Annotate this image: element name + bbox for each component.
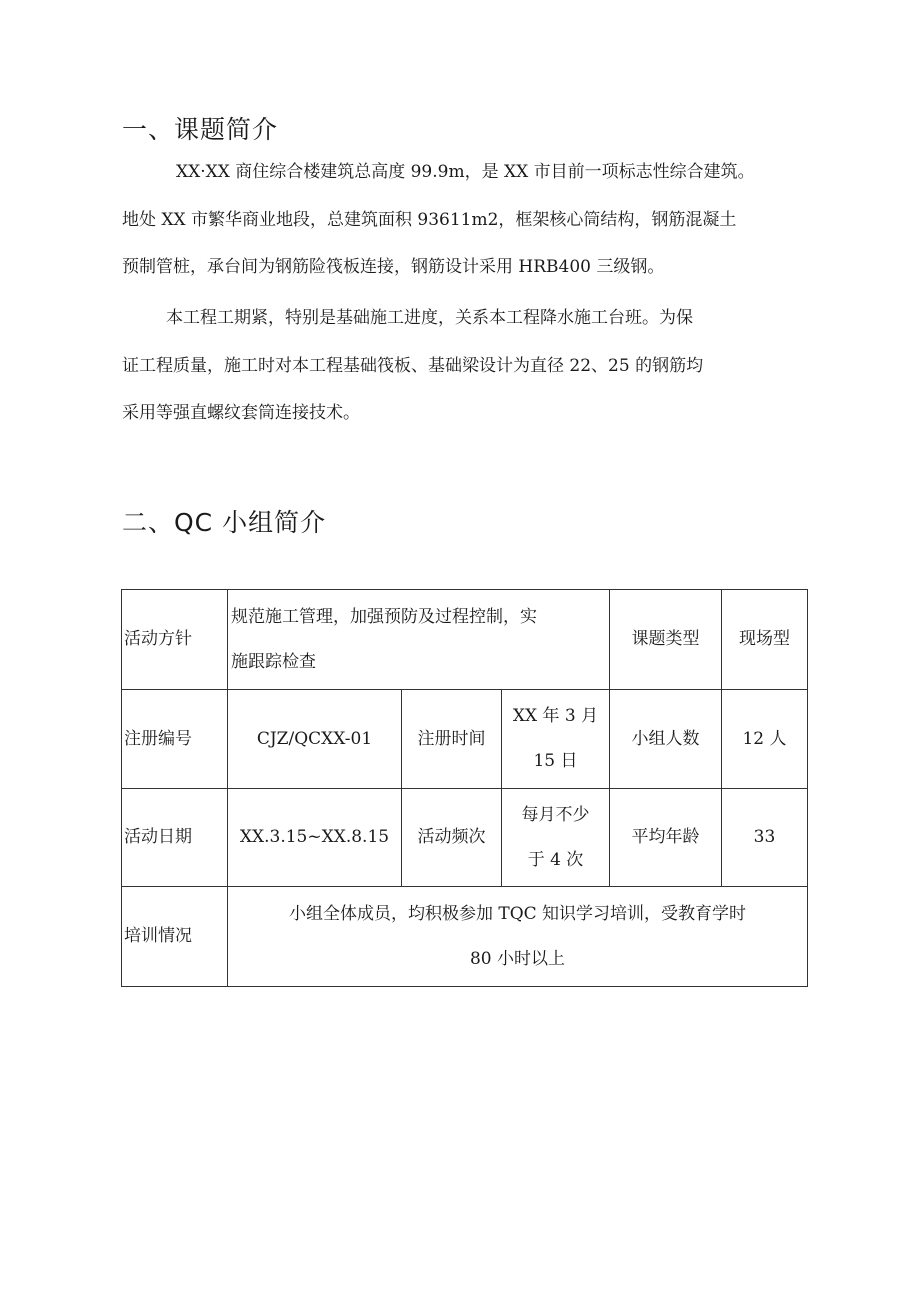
paragraph-line: 证工程质量，施工时对本工程基础筏板、基础梁设计为直径 22、25 的钢筋均 <box>122 355 704 376</box>
group-size-label: 小组人数 <box>610 690 722 789</box>
paragraph-line: 本工程工期紧，特别是基础施工进度，关系本工程降水施工台班。为保 <box>166 308 693 328</box>
group-size-value: 12 人 <box>722 690 808 789</box>
section2-heading: 二、QC 小组简介 <box>122 508 327 537</box>
cell-line: 小组全体成员，均积极参加 TQC 知识学习培训，受教育学时 <box>288 903 747 924</box>
activity-policy-label: 活动方针 <box>122 590 228 690</box>
cell-line: 施跟踪检查 <box>231 651 316 672</box>
table-row <box>122 690 808 789</box>
activity-policy-value <box>228 590 610 690</box>
section1-heading: 一、课题简介 <box>122 115 279 144</box>
table-row <box>122 789 808 887</box>
average-age-label: 平均年龄 <box>610 789 722 887</box>
training-label: 培训情况 <box>122 887 228 987</box>
registration-time-label: 注册时间 <box>402 690 502 789</box>
paragraph-line: 预制管桩，承台间为钢筋险筏板连接，钢筋设计采用 HRB400 三级钢。 <box>122 257 665 277</box>
cell-line: 80 小时以上 <box>469 948 566 969</box>
registration-number-value: CJZ/QCXX-01 <box>228 690 402 789</box>
activity-date-value: XX.3.15~XX.8.15 <box>228 789 402 887</box>
registration-time-value <box>502 690 610 789</box>
section1-paragraph1 <box>122 149 822 292</box>
table-row <box>122 590 808 690</box>
activity-frequency-label: 活动频次 <box>402 789 502 887</box>
average-age-value: 33 <box>722 789 808 887</box>
paragraph-line: XX·XX 商住综合楼建筑总高度 99.9m，是 XX 市目前一项标志性综合建筑。 <box>176 162 755 182</box>
paragraph-line: 地处 XX 市繁华商业地段，总建筑面积 93611m2，框架核心筒结构，钢筋混凝土 <box>122 209 737 230</box>
cell-line: 每月不少 <box>521 804 590 825</box>
registration-number-label: 注册编号 <box>122 690 228 789</box>
topic-type-value: 现场型 <box>722 590 808 690</box>
activity-date-label: 活动日期 <box>122 789 228 887</box>
topic-type-label: 课题类型 <box>610 590 722 690</box>
qc-group-info-table <box>121 589 808 987</box>
cell-line: 于 4 次 <box>527 849 584 870</box>
section1-paragraph2 <box>122 295 822 438</box>
table-row <box>122 887 808 987</box>
cell-line: 规范施工管理，加强预防及过程控制，实 <box>231 606 537 627</box>
cell-line: 15 日 <box>533 751 578 771</box>
paragraph-line: 采用等强直螺纹套筒连接技术。 <box>122 403 360 423</box>
cell-line: XX 年 3 月 <box>512 706 599 726</box>
training-value <box>228 887 808 987</box>
activity-frequency-value <box>502 789 610 887</box>
